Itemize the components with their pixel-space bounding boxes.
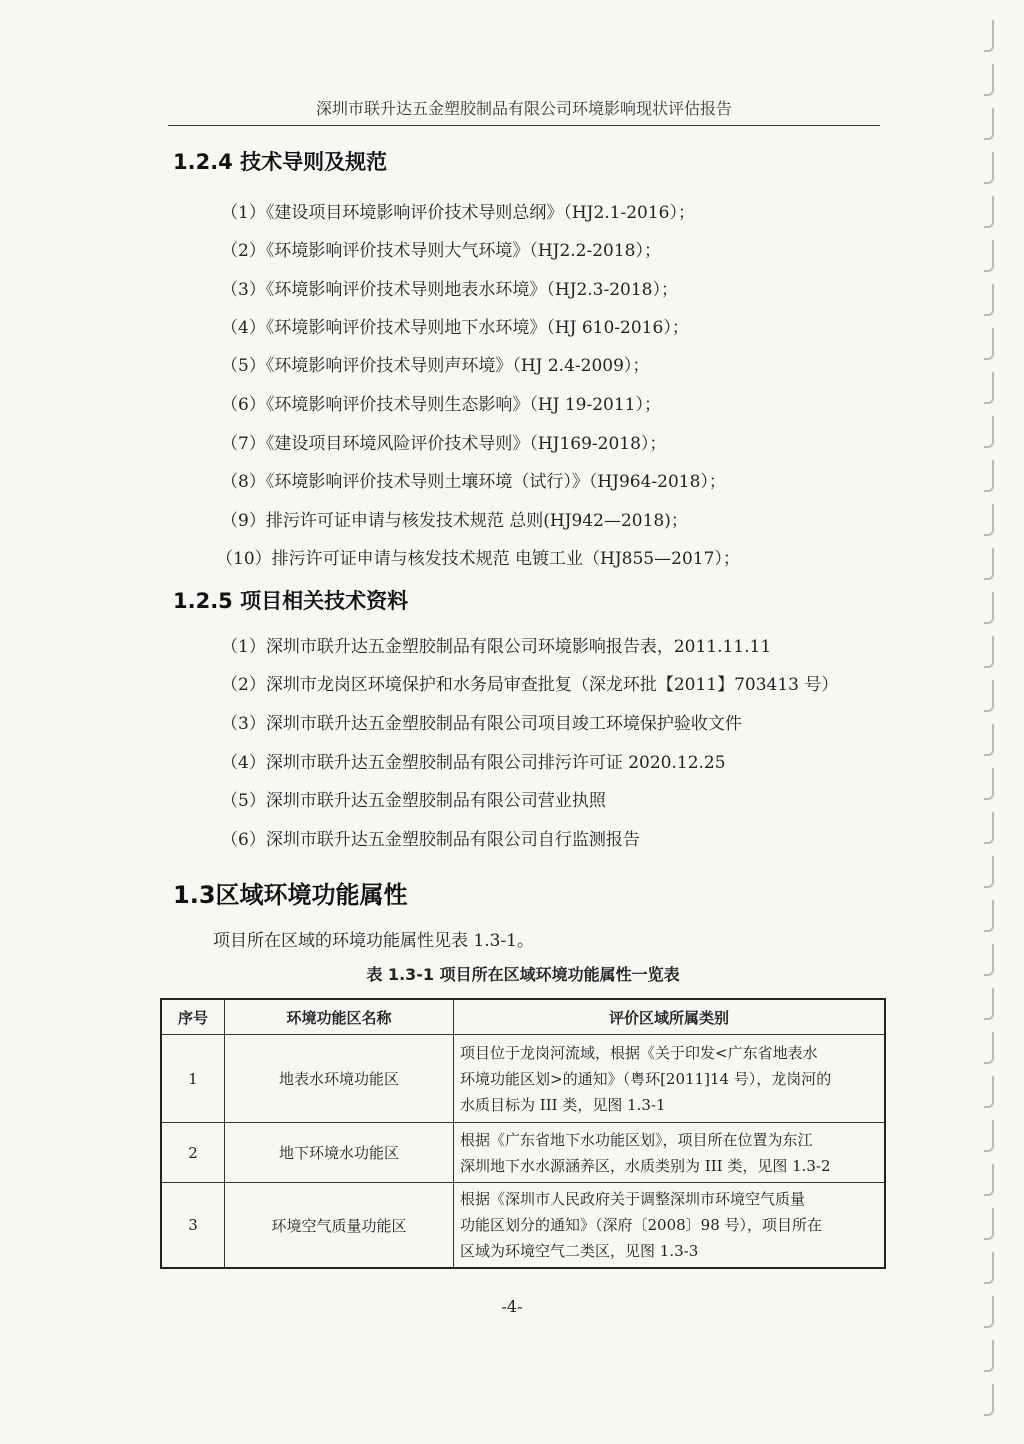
binder-mark [984, 680, 994, 712]
binder-mark [984, 944, 994, 976]
section-title-1-2-4: 1.2.4 技术导则及规范 [173, 150, 388, 174]
cell-line: 环境功能区划>的通知》（粤环[2011]14 号），龙岗河的 [460, 1069, 832, 1088]
binder-mark [984, 1076, 994, 1108]
cell-no: 2 [161, 1123, 225, 1183]
binder-mark [984, 416, 994, 448]
section-title-1-3: 1.3区域环境功能属性 [173, 881, 408, 909]
cell-category [454, 1035, 886, 1123]
binder-mark [984, 1340, 994, 1372]
binder-mark [984, 1252, 994, 1284]
list-item: （5）《环境影响评价技术导则声环境》（HJ 2.4-2009）； [221, 356, 650, 376]
binder-mark [984, 548, 994, 580]
list-item: （1）深圳市联升达五金塑胶制品有限公司环境影响报告表，2011.11.11 [221, 637, 772, 657]
page-number: -4- [501, 1297, 523, 1316]
page-header: 深圳市联升达五金塑胶制品有限公司环境影响现状评估报告 [168, 96, 880, 126]
cell-no: 3 [161, 1183, 225, 1269]
binder-mark [984, 900, 994, 932]
binder-mark [984, 372, 994, 404]
header-no: 序号 [161, 999, 225, 1035]
table-row [161, 1035, 885, 1123]
list-item: （2）深圳市龙岗区环境保护和水务局审查批复（深龙环批【2011】703413 号） [221, 675, 839, 695]
binder-mark [984, 856, 994, 888]
binder-mark [984, 328, 994, 360]
list-item: （1）《建设项目环境影响评价技术导则总纲》（HJ2.1-2016）； [221, 203, 695, 223]
list-item: （6）《环境影响评价技术导则生态影响》（HJ 19-2011）； [221, 395, 661, 415]
binder-mark [984, 988, 994, 1020]
binder-mark [984, 20, 994, 52]
binder-mark [984, 504, 994, 536]
list-item: （4）深圳市联升达五金塑胶制品有限公司排污许可证 2020.12.25 [221, 753, 726, 773]
binder-marks [980, 0, 994, 1444]
list-item: （6）深圳市联升达五金塑胶制品有限公司自行监测报告 [221, 830, 640, 850]
cell-line: 项目位于龙岗河流域，根据《关于印发<广东省地表水 [460, 1043, 818, 1062]
cell-zone-name: 地表水环境功能区 [225, 1035, 454, 1123]
cell-line: 区域为环境空气二类区，见图 1.3-3 [460, 1242, 699, 1260]
binder-mark [984, 1032, 994, 1064]
binder-mark [984, 284, 994, 316]
binder-mark [984, 1120, 994, 1152]
cell-line: 水质目标为 III 类，见图 1.3-1 [460, 1095, 666, 1114]
cell-no: 1 [161, 1035, 225, 1123]
section-title-1-2-5: 1.2.5 项目相关技术资料 [173, 589, 409, 613]
binder-mark [984, 1164, 994, 1196]
binder-mark [984, 196, 994, 228]
cell-zone-name: 地下环境水功能区 [225, 1123, 454, 1183]
binder-mark [984, 152, 994, 184]
binder-mark [984, 636, 994, 668]
binder-mark [984, 1384, 994, 1416]
table-caption: 表 1.3-1 项目所在区域环境功能属性一览表 [366, 965, 680, 984]
binder-mark [984, 1208, 994, 1240]
cell-line: 根据《广东省地下水功能区划》，项目所在位置为东江 [460, 1130, 813, 1149]
table-header-row [161, 999, 885, 1035]
binder-mark [984, 460, 994, 492]
binder-mark [984, 768, 994, 800]
cell-category [454, 1123, 886, 1183]
cell-line: 功能区划分的通知》（深府〔2008〕98 号），项目所在 [460, 1216, 823, 1234]
cell-category [454, 1183, 886, 1269]
cell-line: 根据《深圳市人民政府关于调整深圳市环境空气质量 [460, 1190, 806, 1208]
binder-mark [984, 240, 994, 272]
header-category: 评价区域所属类别 [454, 999, 886, 1035]
function-zone-table [160, 998, 886, 1269]
list-item: （5）深圳市联升达五金塑胶制品有限公司营业执照 [221, 791, 606, 811]
table-row [161, 1183, 885, 1269]
cell-line: 深圳地下水水源涵养区，水质类别为 III 类，见图 1.3-2 [460, 1156, 831, 1175]
list-item: （4）《环境影响评价技术导则地下水环境》（HJ 610-2016）； [221, 318, 689, 338]
binder-mark [984, 64, 994, 96]
table-row [161, 1123, 885, 1183]
cell-zone-name: 环境空气质量功能区 [225, 1183, 454, 1269]
binder-mark [984, 812, 994, 844]
list-item: （7）《建设项目环境风险评价技术导则》（HJ169-2018）； [221, 434, 667, 454]
binder-mark [984, 592, 994, 624]
list-item: （2）《环境影响评价技术导则大气环境》（HJ2.2-2018）； [221, 241, 661, 261]
binder-mark [984, 724, 994, 756]
header-zone-name: 环境功能区名称 [225, 999, 454, 1035]
list-item: （3）《环境影响评价技术导则地表水环境》（HJ2.3-2018）； [221, 280, 678, 300]
list-item: （10）排污许可证申请与核发技术规范 电镀工业（HJ855—2017）； [216, 549, 740, 569]
binder-mark [984, 108, 994, 140]
list-item: （9）排污许可证申请与核发技术规范 总则(HJ942—2018)； [221, 511, 688, 531]
list-item: （3）深圳市联升达五金塑胶制品有限公司项目竣工环境保护验收文件 [221, 714, 742, 734]
list-item: （8）《环境影响评价技术导则土壤环境（试行）》（HJ964-2018）； [221, 472, 726, 492]
section-intro: 项目所在区域的环境功能属性见表 1.3-1。 [213, 931, 534, 951]
